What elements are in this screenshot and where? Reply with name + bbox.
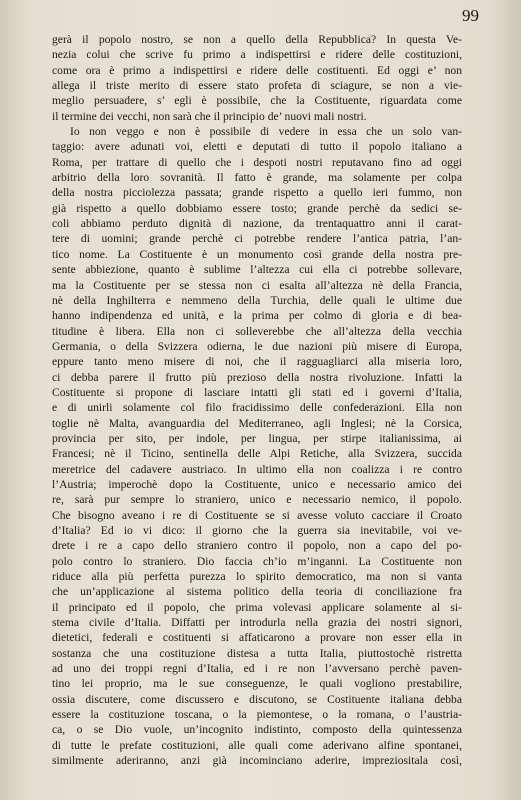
text-line: stema civile d’Italia. Diffatti per introdurla nella grazia dei nostri signori, <box>52 616 462 630</box>
text-line: eppure tanto meno misere di noi, che il ragguagliarci alla miseria loro, <box>52 355 462 369</box>
text-line: della nostra picciolezza passata; grande rispetto a quello ieri fummo, non <box>52 186 462 200</box>
text-line: che un’applicazione al sistema politico della teoria di conciliazione fra <box>52 585 462 599</box>
text-line: ci debba parere il frutto più prezioso della nostra rivoluzione. Infatti la <box>52 370 462 384</box>
text-line: Francesi; nè il Ticino, sentinella delle Alpi Retiche, alla Svizzera, succida <box>52 447 462 461</box>
text-line: Germania, o della Svizzera odierna, le due nazioni più misere di Europa, <box>52 339 462 353</box>
text-line: polo contro lo straniero. Dio faccia ch’io m’inganni. La Costituente non <box>52 554 462 568</box>
text-line: meretrice del cadavere austriaco. In ultimo ella non coalizza i re contro <box>52 462 462 476</box>
text-line: essere la costituzione toscana, o la piemontese, o la romana, o l’austria- <box>52 708 462 722</box>
page-number: 99 <box>462 6 479 25</box>
text-line: provincia per sito, per indole, per lingua, per stirpe italianissima, ai <box>52 431 462 445</box>
text-line: nezia colui che scrive fu primo a indispettirsi e ridere delle costituzioni, <box>52 48 462 62</box>
text-line: Roma, per trattare di quello che i despoti nostri reputavano fino ad oggi <box>52 155 462 169</box>
text-line: ossia discutere, come discussero e discutono, se Costituente italiana debba <box>52 692 462 706</box>
text-line: Che bisogno aveano i re di Costituente se si avesse voluto cacciare il Croato <box>52 508 462 522</box>
text-line: ma la Costituente per se stessa non ci esalta all’altezza nè della Francia, <box>52 278 462 292</box>
text-line: il termine dei vecchi, non sarà che il principio de’ nuovi mali nostri. <box>52 109 367 123</box>
text-line: arbitrio della loro sovranità. Il fatto è grande, ma solamente per colpa <box>52 171 462 185</box>
text-line: tino lei proprio, ma le sue conseguenze, le quali vogliono prestabilire, <box>52 677 462 691</box>
text-line: sente abbiezione, quanto è sublime l’altezza cui ella ci potrebbe sollevare, <box>52 263 462 277</box>
text-line: coli abbiamo perduto dignità di nazione, da trentaquattro anni il carat- <box>52 217 462 231</box>
text-line: drete i re a capo dello straniero contro il popolo, non a capo del po- <box>52 539 462 553</box>
text-line: sostanza che una costituzione distesa a tutta Italia, piuttostochè ristretta <box>52 646 462 660</box>
text-line: ad uno dei troppi regni d’Italia, ed i re non l’avversano perchè paven- <box>52 662 462 676</box>
text-line: hanno indipendenza ed unità, e la prima per colmo di gloria e di bea- <box>52 309 462 323</box>
text-line: Io non veggo e non è possibile di vedere in essa che un solo van- <box>70 125 462 139</box>
text-line: titudine è libera. Ella non ci solleverebbe che all’altezza della vecchia <box>52 324 462 338</box>
text-line: come ora è primo a indispettirsi e ridere delle costituenti. Ed oggi e’ non <box>52 63 462 77</box>
text-line: di tutte le prefate costituzioni, alle quali come aderivano alfine spontanei, <box>52 738 462 752</box>
body-text <box>52 32 462 769</box>
text-line: d’Italia? Ed io vi dico: il giorno che la guerra sia inevitabile, voi ve- <box>52 524 462 537</box>
text-line: già rispetto a quello dobbiamo essere tosto; grande perchè da sedici se- <box>52 201 462 215</box>
text-line: allega il triste merito di essere stato profeta di sciagure, se non a vie- <box>52 79 462 93</box>
text-line: gerà il popolo nostro, se non a quello della Repubblica? In questa Ve- <box>52 33 462 46</box>
text-line: Costituente si propone di lasciare intatti gli stati ed i governi d’Italia, <box>52 385 462 399</box>
text-line: l’Austria; imperochè dopo la Costituente, unico e necessario amico dei <box>52 477 462 491</box>
text-line: meglio persuadere, s’ egli è possibile, che la Costituente, riguardata come <box>52 94 462 108</box>
text-line: dietetici, federali e costituenti si affaticarono a provare non esser ella in <box>52 631 462 645</box>
text-line: il principato ed il popolo, che prima volevasi applicare solamente al si- <box>52 600 462 614</box>
text-line: e di unirli solamente col filo fracidissimo delle confederazioni. Ella non <box>52 401 462 415</box>
text-line: ca, o se Dio vuole, un’incognito indistinto, composto della quintessenza <box>52 723 462 737</box>
text-line: re, sarà pur sempre lo straniero, unico e necessario nemico, il popolo. <box>52 493 462 507</box>
text-line: riduce alla più perfetta purezza lo spirito democratico, ma non si vanta <box>52 570 462 584</box>
text-line: tico nome. La Costituente è un monumento così grande della nostra pre- <box>52 247 462 261</box>
text-line: similmente aderiranno, anzi già incominciano aderire, impreziositala così, <box>52 754 462 768</box>
text-line: nè della Inghilterra e nemmeno della Turchia, delle quali le ultime due <box>52 293 462 307</box>
text-line: taggio: avere adunati voi, eletti e deputati di tutto il popolo italiano a <box>52 140 462 154</box>
text-line: tere di uomini; grande perchè ci potrebbe rendere l’antica patria, l’an- <box>52 232 462 246</box>
text-line: toglie nè Malta, avanguardia del Mediterraneo, agli Inglesi; nè la Corsica, <box>52 416 462 430</box>
